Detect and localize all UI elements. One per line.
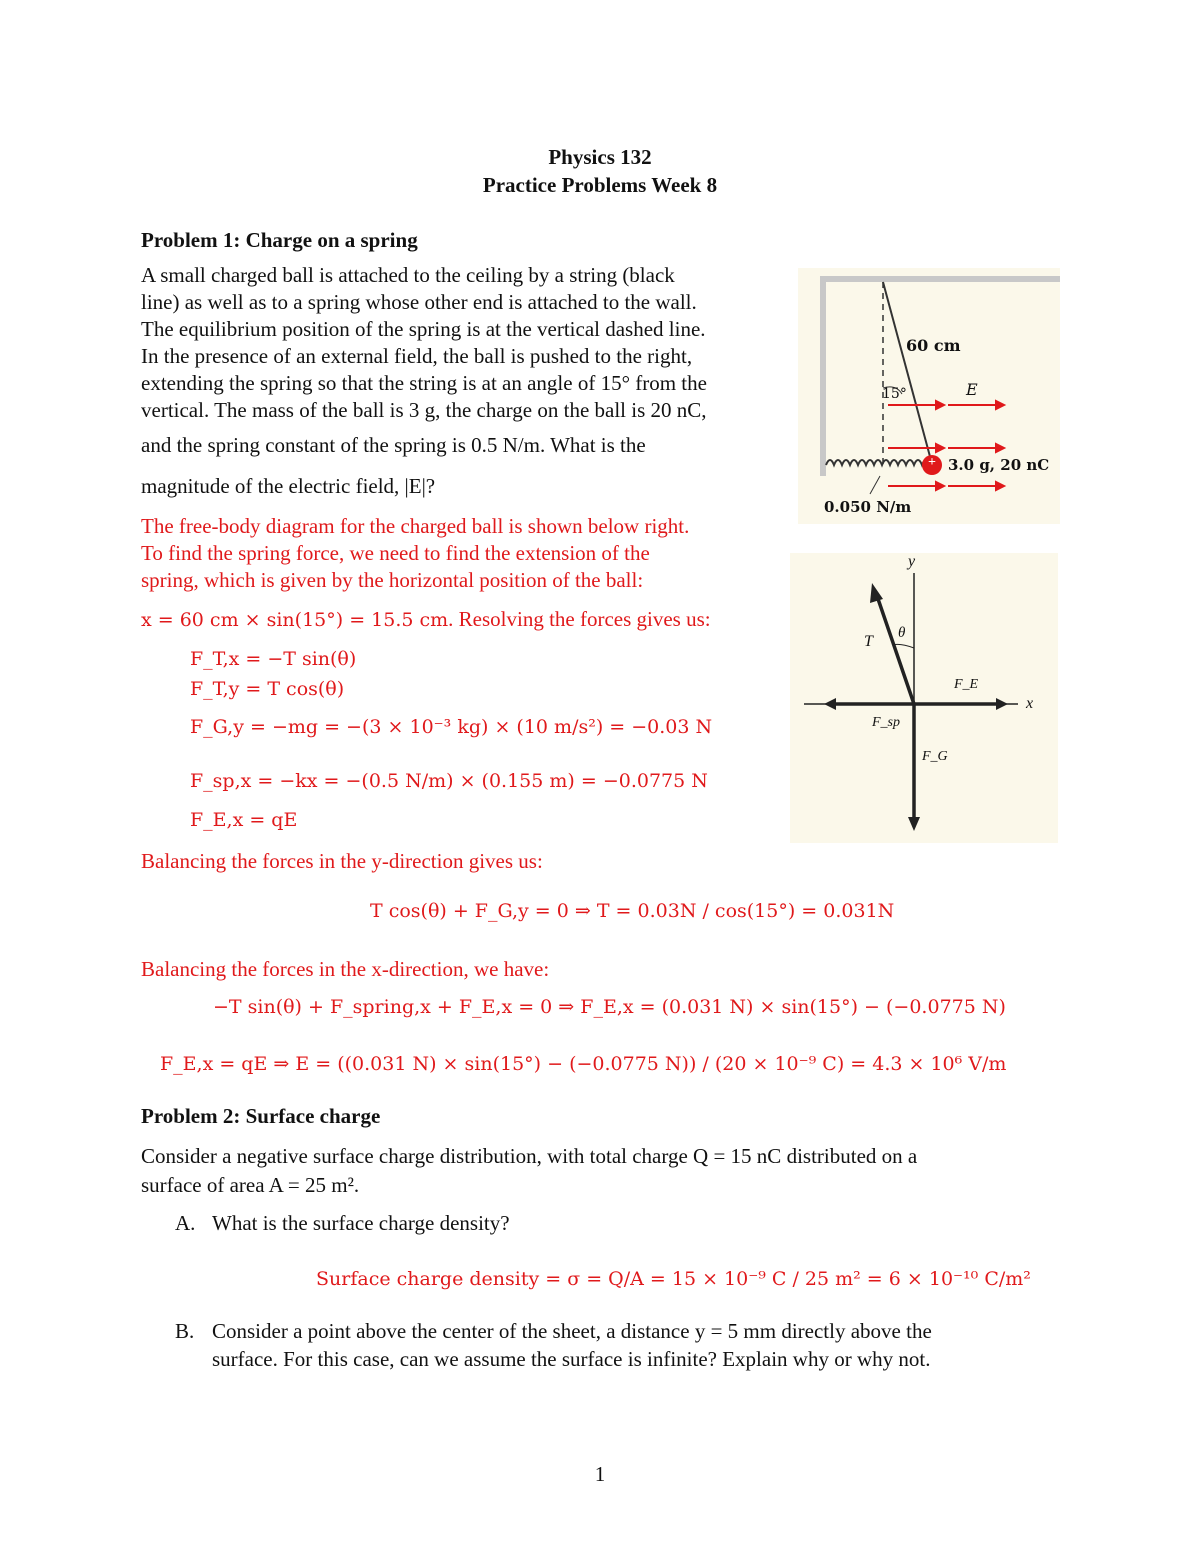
page-subtitle: Practice Problems Week 8: [482, 173, 718, 197]
wall: [820, 276, 826, 476]
eq-fex: F_E,x = qE: [190, 809, 298, 831]
solution-line: The free-body diagram for the charged ball is shown below right.: [141, 514, 690, 538]
eq-x-balance: −T sin(θ) + F_spring,x + F_E,x = 0 ⇒ F_E,x = (0.031 N) × sin(15°) − (−0.0775 N): [213, 996, 1006, 1018]
solution-line: spring, which is given by the horizontal position of the ball:: [141, 568, 644, 592]
problem1-statement-line: extending the spring so that the string is at an angle of 15° from the: [141, 371, 707, 395]
problem2-statement-line: Consider a negative surface charge distribution, with total charge Q = 15 nC distributed on a: [141, 1144, 918, 1168]
free-body-diagram: [790, 553, 1058, 843]
problem1-statement-line: and the spring constant of the spring is 0.5 N/m. What is the: [141, 433, 646, 457]
part-b-line: surface. For this case, can we assume the surface is infinite? Explain why or why not.: [212, 1347, 931, 1371]
problem1-statement-line: magnitude of the electric field, |E|?: [141, 474, 436, 498]
part-b-letter: B.: [175, 1319, 195, 1343]
string-length-label: 60 cm: [906, 336, 961, 355]
eq-fgy: F_G,y = −mg = −(3 × 10⁻³ kg) × (10 m/s²) = −0.03 N: [190, 716, 713, 738]
field-arrows: [888, 401, 1004, 490]
eq-ftx: F_T,x = −T sin(θ): [190, 648, 357, 670]
spring-setup-diagram: [798, 268, 1060, 524]
fsp-arrowhead: [824, 698, 836, 710]
spring-constant-label: 0.050 N/m: [824, 498, 912, 516]
theta-label: θ: [898, 625, 906, 641]
spring-setup-figure: [798, 268, 1060, 524]
tension-arrowhead: [870, 583, 883, 603]
eq-tension: T cos(θ) + F_G,y = 0 ⇒ T = 0.03N / cos(15°) = 0.031N: [370, 900, 895, 922]
eq-fsp: F_sp,x = −kx = −(0.5 N/m) × (0.155 m) = −0.0775 N: [190, 770, 708, 792]
balance-x-text: Balancing the forces in the x-direction, we have:: [141, 957, 550, 981]
angle-label: 15°: [882, 386, 907, 402]
tension-arrow: [876, 593, 914, 704]
eq-field: F_E,x = qE ⇒ E = ((0.031 N) × sin(15°) − (−0.0775 N)) / (20 × 10⁻⁹ C) = 4.3 × 10⁶ V/m: [160, 1053, 1007, 1075]
page-number: 1: [594, 1462, 606, 1486]
x-equation: x = 60 cm × sin(15°) = 15.5 cm: [141, 609, 449, 631]
field-label: E: [966, 380, 978, 399]
problem1-heading: Problem 1: Charge on a spring: [141, 228, 418, 252]
course-title: Physics 132: [548, 145, 652, 169]
eq-surface-density: Surface charge density = σ = Q/A = 15 × 10⁻⁹ C / 25 m² = 6 × 10⁻¹⁰ C/m²: [316, 1268, 1031, 1290]
ceiling: [820, 276, 1060, 282]
y-axis-label: y: [908, 553, 916, 570]
x-equation-line: [141, 606, 711, 634]
resolving-text: . Resolving the forces gives us:: [448, 607, 711, 631]
fg-label: F_G: [922, 749, 948, 764]
fsp-label: F_sp: [872, 715, 900, 730]
problem1-statement-line: vertical. The mass of the ball is 3 g, the charge on the ball is 20 nC,: [141, 398, 707, 422]
part-b-line: Consider a point above the center of the sheet, a distance y = 5 mm directly above the: [212, 1319, 932, 1343]
problem1-statement-line: line) as well as to a spring whose other end is attached to the wall.: [141, 290, 697, 314]
ball-label: 3.0 g, 20 nC: [948, 456, 1050, 474]
spring: [826, 460, 930, 465]
problem2-heading: Problem 2: Surface charge: [141, 1104, 381, 1128]
tension-label: T: [864, 633, 873, 650]
x-axis-label: x: [1026, 695, 1034, 712]
balance-y-text: Balancing the forces in the y-direction gives us:: [141, 849, 543, 873]
part-a-letter: A.: [175, 1211, 196, 1235]
charge-sign: +: [928, 455, 936, 470]
fe-arrowhead: [996, 698, 1008, 710]
eq-fty: F_T,y = T cos(θ): [190, 678, 345, 700]
free-body-figure: [790, 553, 1058, 843]
spring-label-leader: [870, 476, 880, 494]
string: [883, 282, 932, 464]
fe-label: F_E: [954, 677, 979, 692]
problem1-statement-line: In the presence of an external field, the ball is pushed to the right,: [141, 344, 693, 368]
part-a-question: What is the surface charge density?: [212, 1211, 510, 1235]
fg-arrowhead: [908, 817, 920, 831]
problem1-statement-line: The equilibrium position of the spring is at the vertical dashed line.: [141, 317, 706, 341]
problem1-statement-line: A small charged ball is attached to the ceiling by a string (black: [141, 263, 675, 287]
solution-line: To find the spring force, we need to find the extension of the: [141, 541, 650, 565]
problem2-statement-line: surface of area A = 25 m².: [141, 1173, 360, 1197]
